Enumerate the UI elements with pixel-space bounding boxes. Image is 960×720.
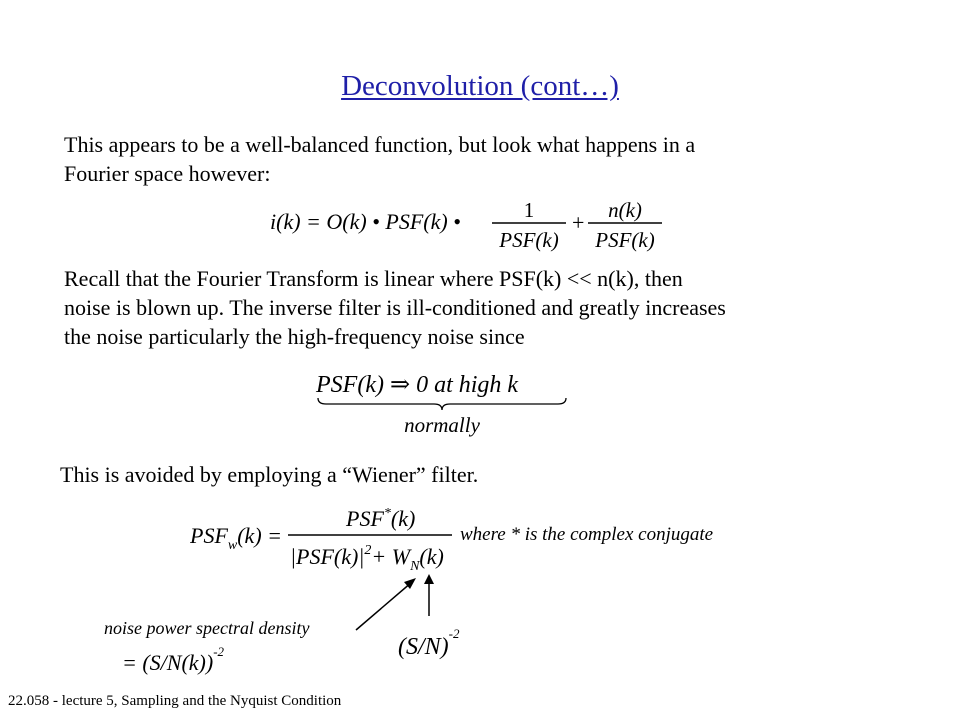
svg-text:PSF*(k): [345, 506, 415, 531]
eq3-lhs-subscript: w: [227, 538, 238, 553]
intro-paragraph: [64, 130, 695, 188]
equation-high-k: [312, 364, 582, 440]
eq1-frac2-denominator: PSF(k): [595, 228, 655, 252]
snr-right-expression: (S/N): [398, 634, 449, 660]
eq1-frac2-numerator: n(k): [608, 198, 642, 222]
eq1-frac1-denominator: PSF(k): [499, 228, 559, 252]
eq1-lhs: i(k) = O(k) • PSF(k) •: [270, 209, 461, 234]
eq2-expression: PSF(k) ⇒ 0 at high k: [316, 372, 519, 398]
slide-footer: 22.058 - lecture 5, Sampling and the Nyquist Condition: [8, 693, 342, 709]
eq3-numerator-argument: (k): [390, 506, 416, 531]
snr-right-exponent: -2: [448, 626, 460, 641]
arrow-head-vertical: [424, 574, 434, 584]
eq3-denominator-superscript: 2: [364, 543, 372, 558]
eq3-denominator-main: |PSF(k)|: [290, 544, 365, 569]
noise-psd-label: noise power spectral density: [104, 618, 310, 638]
equation-wiener-filter: [190, 498, 790, 578]
snr-left-expression: = (S/N(k)): [122, 650, 214, 675]
eq3-lhs-argument: (k) =: [237, 523, 282, 548]
eq3-denominator-subscript: N: [410, 559, 420, 574]
recall-paragraph: [64, 264, 726, 351]
svg-text:(S/N)-2: [398, 626, 460, 660]
eq3-numerator: PSF: [346, 506, 384, 531]
eq3-lhs: PSF: [190, 523, 228, 548]
equation-inverse-filter: [270, 192, 690, 254]
recall-line-2: noise is blown up. The inverse filter is ill-conditioned and greatly increases: [64, 295, 726, 320]
recall-line-3: the noise particularly the high-frequency noise since: [64, 324, 525, 349]
noise-annotation: [100, 612, 480, 684]
eq1-plus: +: [572, 210, 585, 235]
eq2-underbrace-label: normally: [404, 413, 480, 437]
eq3-numerator-superscript: *: [383, 506, 391, 521]
recall-line-1: Recall that the Fourier Transform is linear where PSF(k) << n(k), then: [64, 266, 683, 291]
eq3-denominator-argument: (k): [419, 544, 444, 569]
wiener-paragraph: This is avoided by employing a “Wiener” filter.: [60, 462, 479, 487]
eq3-conjugate-note: where * is the complex conjugate: [460, 524, 714, 545]
intro-line-2: Fourier space however:: [64, 161, 271, 186]
slide-title: Deconvolution (cont…): [341, 70, 619, 102]
eq1-frac1-numerator: 1: [523, 198, 535, 222]
svg-text:= (S/N(k))-2: [122, 644, 225, 675]
eq3-denominator-plus: + W: [371, 544, 411, 569]
snr-left-exponent: -2: [213, 644, 225, 659]
intro-line-1: This appears to be a well-balanced function, but look what happens in a: [64, 132, 696, 157]
eq2-underbrace: [318, 398, 566, 410]
svg-text:PSFw(k) =: [190, 523, 282, 553]
